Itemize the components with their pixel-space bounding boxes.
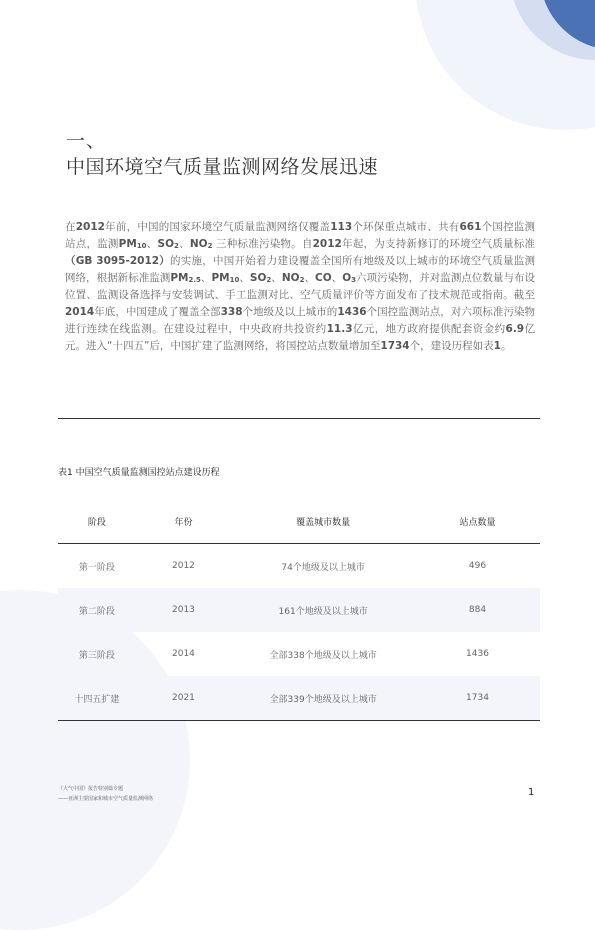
table-row [58, 632, 540, 676]
cell-cities: 全部338个地级及以上城市 [269, 650, 377, 661]
table-header-row [58, 499, 540, 544]
cell-year: 2021 [136, 676, 232, 721]
cell-stage: 第一阶段 [78, 562, 115, 573]
cell-stage: 第二阶段 [58, 588, 136, 632]
cell-cities: 全部339个地级及以上城市 [231, 676, 415, 721]
section-divider [58, 418, 540, 419]
cell-stage: 第三阶段 [78, 650, 115, 661]
cell-year: 2014 [172, 649, 195, 659]
section-title: 中国环境空气质量监测网络发展迅速 [66, 156, 379, 178]
stations-table [58, 499, 540, 721]
cell-stations: 1436 [466, 649, 489, 659]
header-year: 年份 [136, 499, 232, 544]
cell-stations: 1734 [415, 676, 540, 721]
table-row [58, 544, 540, 589]
cell-stage: 十四五扩建 [58, 676, 136, 721]
footer-report-title: 《大气中国》报告特别篇专题 [58, 786, 124, 792]
table-row [58, 588, 540, 632]
page-number: 1 [528, 787, 535, 798]
table-caption: 表1 中国空气质量监测国控站点建设历程 [58, 468, 220, 478]
cell-stations: 884 [415, 588, 540, 632]
header-stations: 站点数量 [415, 499, 540, 544]
cell-stations: 496 [468, 561, 487, 571]
cell-year: 2012 [172, 561, 195, 571]
cell-cities: 74个地级及以上城市 [281, 562, 365, 573]
header-cities: 覆盖城市数量 [231, 499, 415, 544]
body-paragraph: 在2012年前，中国的国家环境空气质量监测网络仅覆盖113个环保重点城市、共有661个国控监测站点，监测$PM_{10}$、$SO_2$、$NO_2$ 三种标准污染物。自2012年起，为支持新修订的环境空气质量标准（GB 3095-2012）的实施，中国开始着力建设覆盖全国所有地级及以上城市的环境空气质量监测网络，根据新标准监测$PM_{2.5}$、$PM_{10}$、$SO_2$、$NO_2$、CO、$O_3$六项污染物，并对监测点位数量与布设位置、监测设备选择与安装调试、手工监测对比、空气质量评价等方面发布了技术规范或指南。截至2014年底，中国建成了覆盖全部338个地级及以上城市的1436个国控监测站点，对六项标准污染物进行连续在线监测。在建设过程中，中央政府共投资约11.3亿元，地方政府提供配套资金约6.9亿元。进入“十四五”后，中国扩建了监测网络，将国控站点数量增加至1734个，建设历程如表1。 [65, 221, 536, 352]
header-stage: 阶段 [58, 499, 136, 544]
table-row [58, 676, 540, 721]
section-number: 一、 [66, 130, 107, 152]
footer-report-subtitle: ——亚洲主要国家和城市空气质量监测网络 [58, 796, 154, 802]
cell-cities: 161个地级及以上城市 [231, 588, 415, 632]
cell-year: 2013 [136, 588, 232, 632]
